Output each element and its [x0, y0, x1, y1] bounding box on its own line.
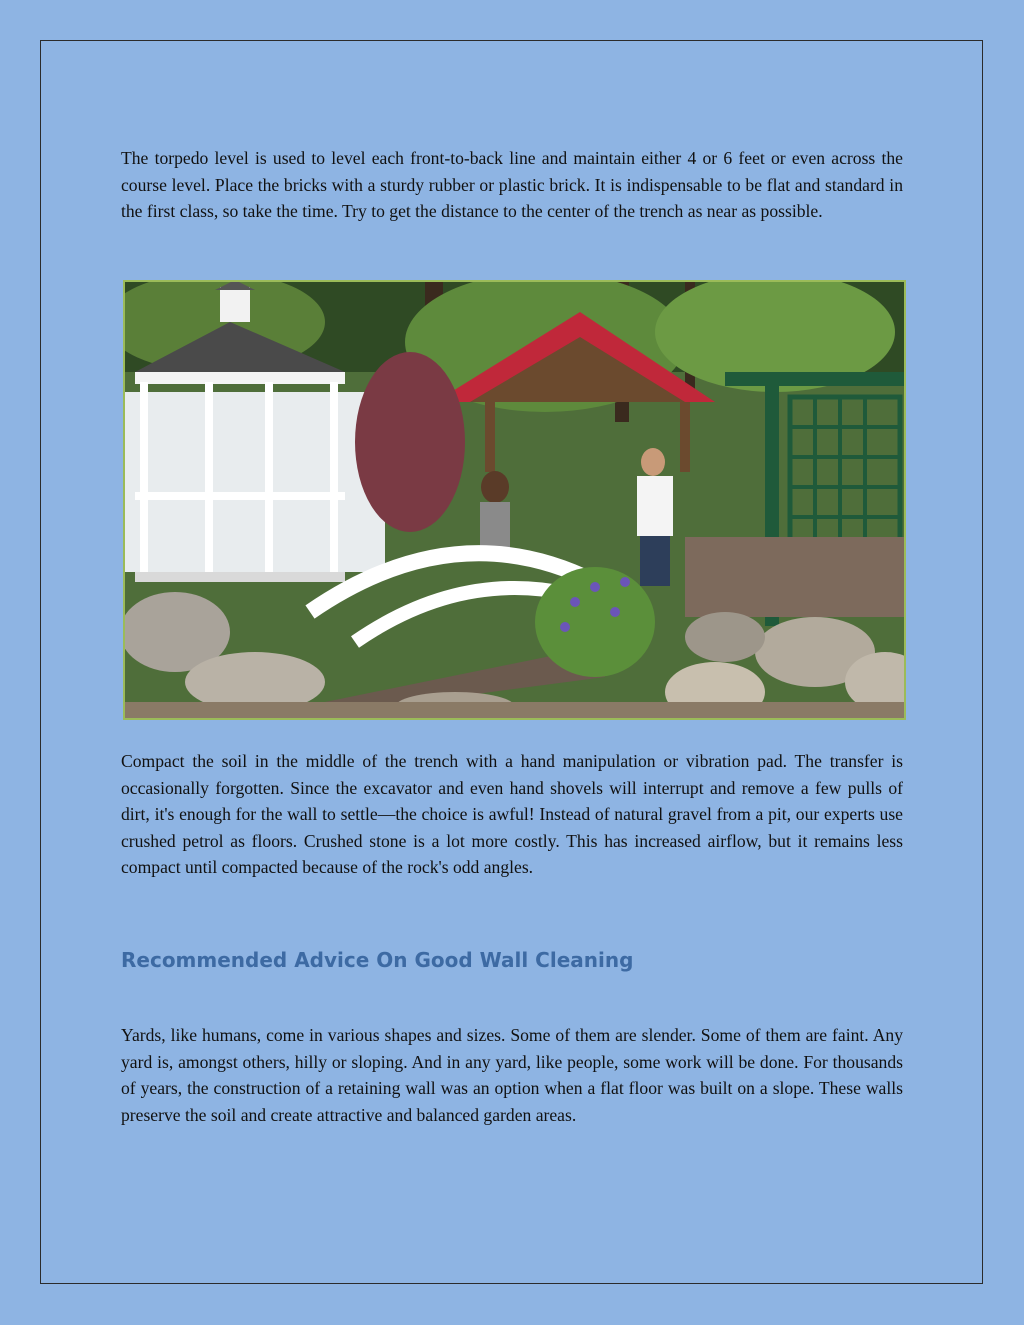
- garden-scene-illustration: [125, 282, 904, 718]
- paragraph-compact-soil: Compact the soil in the middle of the trench with a hand manipulation or vibration pad. The transfer is occasionally forgotten. Since the excavator and even hand shovels will interrupt and remove a few pulls of dirt, it's enough for the wall to settle—the choice is awful! Instead of natural gravel from a pit, our experts use crushed petrol as floors. Crushed stone is a lot more costly. This has increased airflow, but it remains less compact until compacted because of the rock's odd angles.: [121, 751, 903, 877]
- garden-photo: [123, 280, 906, 720]
- paragraph-yards: Yards, like humans, come in various shapes and sizes. Some of them are slender. Some of them are faint. Any yard is, amongst others, hilly or sloping. And in any yard, like people, some work will be done. For thousands of years, the construction of a retaining wall was an option when a flat floor was built on a slope. These walls preserve the soil and create attractive and balanced garden areas.: [121, 1025, 903, 1125]
- paragraph-intro: The torpedo level is used to level each front-to-back line and maintain either 4 or 6 feet or even across the course level. Place the bricks with a sturdy rubber or plastic brick. It is indispensable to be flat and standard in the first class, so take the time. Try to get the distance to the center of the trench as near as possible.: [121, 148, 903, 221]
- section-heading: Recommended Advice On Good Wall Cleaning: [121, 948, 634, 972]
